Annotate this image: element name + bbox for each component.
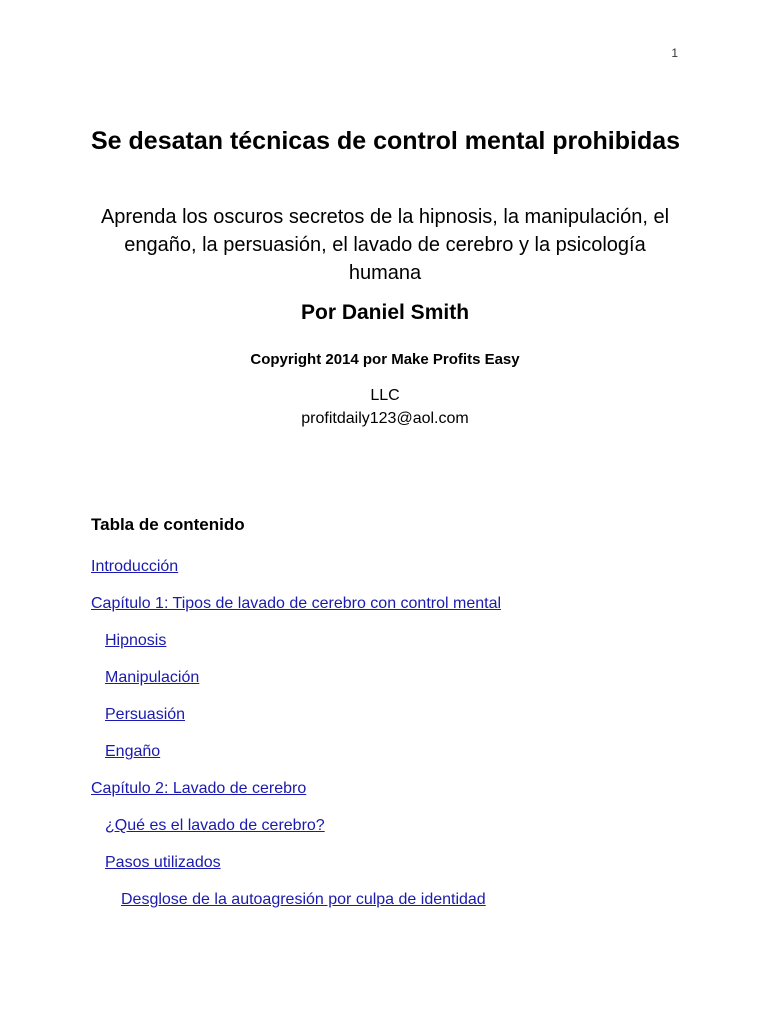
toc-entry-capitulo-1 <box>91 593 711 630</box>
contact-email: profitdaily123@aol.com <box>301 410 469 427</box>
toc-entry-persuasion <box>91 704 711 741</box>
author-line: Por Daniel Smith <box>300 301 470 324</box>
toc-link-pasos-utilizados[interactable]: Pasos utilizados <box>105 854 221 871</box>
toc-link-desglose[interactable]: Desglose de la autoagresión por culpa de identidad <box>121 891 486 908</box>
company-contact <box>100 384 670 430</box>
toc-entry-desglose <box>91 889 711 926</box>
toc-link-persuasion[interactable]: Persuasión <box>105 706 186 723</box>
toc-link-capitulo-1[interactable]: Capítulo 1: Tipos de lavado de cerebro con control mental <box>91 595 502 612</box>
table-of-contents <box>91 556 711 926</box>
company-suffix: LLC <box>370 387 400 404</box>
toc-entry-capitulo-2 <box>91 778 711 815</box>
toc-link-que-es-lavado[interactable]: ¿Qué es el lavado de cerebro? <box>105 817 325 834</box>
document-subtitle: Aprenda los oscuros secretos de la hipnosis, la manipulación, el engaño, la persuasión, el lavado de cerebro y la psicología humana <box>100 206 670 284</box>
copyright-line: Copyright 2014 por Make Profits Easy <box>250 351 520 368</box>
toc-entry-pasos-utilizados <box>91 852 711 889</box>
toc-link-introduccion[interactable]: Introducción <box>91 558 179 575</box>
toc-entry-que-es-lavado <box>91 815 711 852</box>
page-number: 1 <box>671 46 678 60</box>
toc-entry-engano <box>91 741 711 778</box>
toc-link-manipulacion[interactable]: Manipulación <box>105 669 200 686</box>
toc-entry-introduccion <box>91 556 711 593</box>
toc-link-engano[interactable]: Engaño <box>105 743 161 760</box>
toc-link-capitulo-2[interactable]: Capítulo 2: Lavado de cerebro <box>91 780 307 797</box>
document-title: Se desatan técnicas de control mental prohibidas <box>91 127 681 155</box>
toc-entry-hipnosis <box>91 630 711 667</box>
toc-entry-manipulacion <box>91 667 711 704</box>
toc-heading: Tabla de contenido <box>91 515 245 534</box>
toc-link-hipnosis[interactable]: Hipnosis <box>105 632 167 649</box>
